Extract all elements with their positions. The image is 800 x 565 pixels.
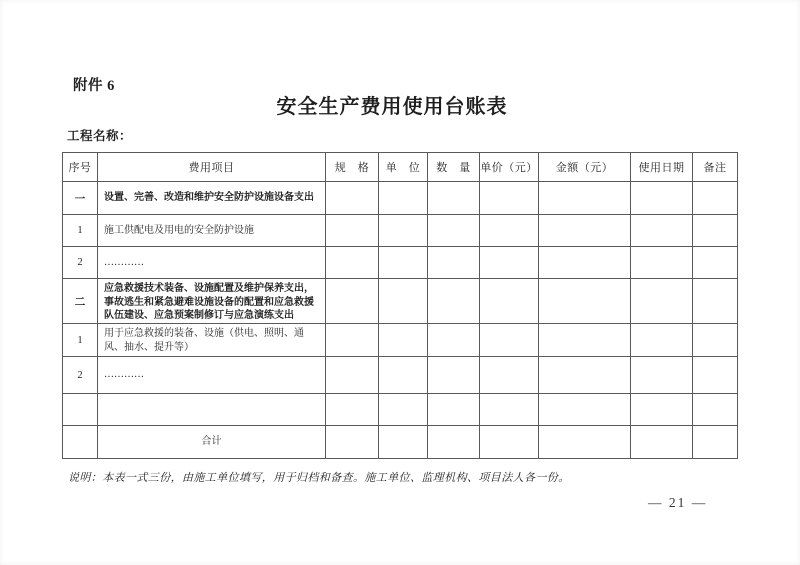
expense-item-text: 施工供配电及用电的安全防护设施 xyxy=(104,224,254,236)
row-number-cell xyxy=(63,426,98,459)
page-number: — 21 — xyxy=(648,495,708,510)
unit-cell xyxy=(379,324,428,357)
remark-cell xyxy=(693,357,738,394)
remark-cell xyxy=(693,215,738,247)
table-row-section-2 xyxy=(63,279,738,324)
spec-cell xyxy=(326,247,379,279)
spec-cell xyxy=(326,182,379,215)
date-cell xyxy=(631,279,693,324)
qty-cell xyxy=(428,182,480,215)
remark-cell xyxy=(693,247,738,279)
unit-cell xyxy=(379,426,428,459)
qty-cell xyxy=(428,215,480,247)
remark-cell xyxy=(693,426,738,459)
spec-cell xyxy=(326,426,379,459)
unit-price-cell xyxy=(480,394,539,426)
row-number-cell: 2 xyxy=(63,247,98,279)
spec-cell xyxy=(326,357,379,394)
remark-cell xyxy=(693,279,738,324)
column-header-remark: 备注 xyxy=(693,153,738,182)
amount-cell xyxy=(539,426,631,459)
table-row xyxy=(63,247,738,279)
spec-cell xyxy=(326,279,379,324)
unit-price-cell xyxy=(480,426,539,459)
column-header-spec: 规 格 xyxy=(326,153,379,182)
amount-cell xyxy=(539,247,631,279)
table-row xyxy=(63,324,738,357)
unit-price-cell xyxy=(480,357,539,394)
column-header-qty: 数 量 xyxy=(428,153,480,182)
expense-item-cell xyxy=(98,324,326,357)
expense-item-cell xyxy=(98,279,326,324)
project-name-label: 工程名称： xyxy=(67,129,133,143)
date-cell xyxy=(631,215,693,247)
amount-cell xyxy=(539,324,631,357)
page-title: 安全生产费用使用台账表 xyxy=(276,96,508,118)
header-row xyxy=(63,153,738,182)
expense-item-text: 应急救援技术装备、设施配置及维护保养支出，事故逃生和紧急避难设施设备的配置和应急救援队伍建设、应急预案制修订与应急演练支出 xyxy=(104,283,314,321)
row-number-cell: 1 xyxy=(63,324,98,357)
amount-cell xyxy=(539,215,631,247)
expense-item-text: 用于应急救援的装备、设施（供电、照明、通风、抽水、提升等） xyxy=(104,328,304,353)
qty-cell xyxy=(428,357,480,394)
unit-price-cell xyxy=(480,324,539,357)
unit-cell xyxy=(379,215,428,247)
spec-cell xyxy=(326,215,379,247)
column-header-item: 费用项目 xyxy=(98,153,326,182)
table-row-empty xyxy=(63,394,738,426)
qty-cell xyxy=(428,426,480,459)
unit-cell xyxy=(379,279,428,324)
unit-price-cell xyxy=(480,182,539,215)
table-row-section-1 xyxy=(63,182,738,215)
total-label-text: 合计 xyxy=(201,436,222,448)
column-header-unit-price: 单价（元） xyxy=(480,153,539,182)
column-header-unit: 单 位 xyxy=(379,153,428,182)
row-number-cell xyxy=(63,394,98,426)
unit-cell xyxy=(379,182,428,215)
unit-cell xyxy=(379,394,428,426)
qty-cell xyxy=(428,324,480,357)
amount-cell xyxy=(539,182,631,215)
table-row xyxy=(63,215,738,247)
row-number-cell: 2 xyxy=(63,357,98,394)
total-label-cell xyxy=(98,426,326,459)
date-cell xyxy=(631,426,693,459)
expense-item-cell xyxy=(98,182,326,215)
footnote: 说明：本表一式三份，由施工单位填写，用于归档和备查。施工单位、监理机构、项目法人各一份。 xyxy=(68,472,570,484)
date-cell xyxy=(631,394,693,426)
remark-cell xyxy=(693,182,738,215)
ledger-table xyxy=(62,152,738,459)
expense-item-text: 设置、完善、改造和维护安全防护设施设备支出 xyxy=(104,192,314,204)
table-row xyxy=(63,357,738,394)
expense-item-cell xyxy=(98,247,326,279)
date-cell xyxy=(631,247,693,279)
expense-item-text: ………… xyxy=(104,256,144,268)
row-number-cell: 二 xyxy=(63,279,98,324)
spec-cell xyxy=(326,394,379,426)
unit-price-cell xyxy=(480,279,539,324)
qty-cell xyxy=(428,279,480,324)
row-number-cell: 1 xyxy=(63,215,98,247)
date-cell xyxy=(631,324,693,357)
date-cell xyxy=(631,182,693,215)
attachment-label: 附件 6 xyxy=(73,78,115,94)
amount-cell xyxy=(539,279,631,324)
unit-price-cell xyxy=(480,247,539,279)
expense-item-cell xyxy=(98,215,326,247)
row-number-cell: 一 xyxy=(63,182,98,215)
expense-item-text: ………… xyxy=(104,369,144,381)
unit-price-cell xyxy=(480,215,539,247)
amount-cell xyxy=(539,357,631,394)
remark-cell xyxy=(693,324,738,357)
column-header-amount: 金额（元） xyxy=(539,153,631,182)
unit-cell xyxy=(379,357,428,394)
qty-cell xyxy=(428,394,480,426)
date-cell xyxy=(631,357,693,394)
expense-item-text xyxy=(98,408,325,412)
amount-cell xyxy=(539,394,631,426)
column-header-date: 使用日期 xyxy=(631,153,693,182)
table-row-total xyxy=(63,426,738,459)
expense-item-cell xyxy=(98,394,326,426)
spec-cell xyxy=(326,324,379,357)
remark-cell xyxy=(693,394,738,426)
column-header-no: 序号 xyxy=(63,153,98,182)
unit-cell xyxy=(379,247,428,279)
qty-cell xyxy=(428,247,480,279)
expense-item-cell xyxy=(98,357,326,394)
